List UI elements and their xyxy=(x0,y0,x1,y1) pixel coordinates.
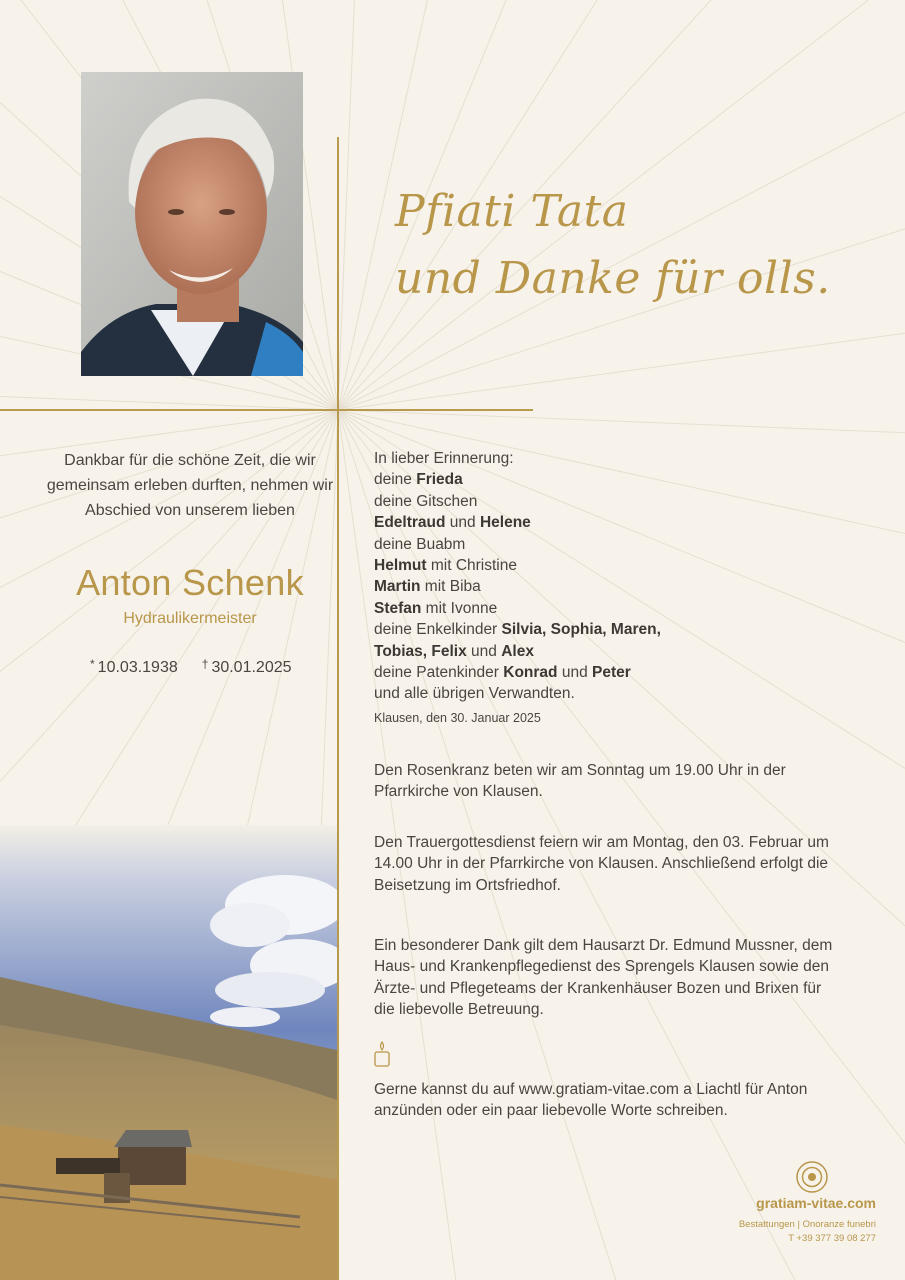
family-line xyxy=(374,512,874,533)
funeral-paragraph: Den Trauergottesdienst feiern wir am Montag, den 03. Februar um 14.00 Uhr in der Pfarrkirche von Klausen. Anschließend erfolgt die Beisetzung im Ortsfriedhof. xyxy=(374,834,829,894)
death-date: 30.01.2025 xyxy=(211,659,292,676)
birth-symbol: * xyxy=(90,657,95,671)
headline xyxy=(395,178,865,312)
family-line xyxy=(374,641,874,662)
life-dates xyxy=(90,657,292,677)
death-symbol: † xyxy=(201,657,209,671)
family-member-name: Edeltraud xyxy=(374,514,446,532)
rosary-paragraph: Den Rosenkranz beten wir am Sonntag um 19.00 Uhr in der Pfarrkirche von Klausen. xyxy=(374,762,786,801)
family-line xyxy=(374,555,874,576)
family-member-name: Frieda xyxy=(416,471,463,489)
brand-phone: T +39 377 39 08 277 xyxy=(788,1233,876,1244)
cross-horizontal-line xyxy=(0,409,533,411)
family-line-text: deine Patenkinder xyxy=(374,664,504,682)
family-line xyxy=(374,683,874,704)
portrait-photo xyxy=(81,72,303,376)
family-line-text: mit Ivonne xyxy=(421,599,498,617)
cross-vertical-line xyxy=(337,137,339,1280)
family-line-text: deine xyxy=(374,471,417,489)
family-heading: In lieber Erinnerung: xyxy=(374,450,514,467)
candle-icon xyxy=(372,1040,392,1068)
family-member-name: Silvia, Sophia, Maren, xyxy=(501,621,661,639)
deceased-profession: Hydraulikermeister xyxy=(123,610,257,627)
candle-paragraph: Gerne kannst du auf www.gratiam-vitae.com a Liachtl für Anton anzünden oder ein paar liebevolle Worte schreiben. xyxy=(374,1081,808,1120)
family-member-name: Alex xyxy=(501,642,534,660)
family-line-text: deine Gitschen xyxy=(374,492,478,510)
deceased-name: Anton Schenk xyxy=(76,562,304,603)
family-member-name: Tobias, Felix xyxy=(374,642,467,660)
brand-services: Bestattungen | Onoranze funebri xyxy=(738,1219,876,1230)
gratiam-vitae-logo-icon xyxy=(795,1160,829,1194)
family-line xyxy=(374,598,874,619)
headline-line-2: und Danke für olls. xyxy=(395,253,831,304)
family-member-name: Helene xyxy=(479,514,531,532)
birth-date: 10.03.1938 xyxy=(97,659,178,676)
family-line-text: und xyxy=(466,642,502,660)
family-line-text: deine Buabm xyxy=(374,535,466,553)
landscape-photo xyxy=(0,825,337,1280)
family-lines xyxy=(374,469,874,704)
sunburst-ray xyxy=(338,0,394,410)
family-line-text: mit Christine xyxy=(426,557,517,575)
family-line-text: mit Biba xyxy=(420,578,481,596)
family-member-name: Peter xyxy=(592,664,631,682)
family-line xyxy=(374,491,874,512)
family-line xyxy=(374,534,874,555)
family-line-text: und xyxy=(445,514,480,532)
family-line xyxy=(374,619,874,640)
family-member-name: Stefan xyxy=(374,599,422,617)
family-line xyxy=(374,469,874,490)
family-line-text: deine Enkelkinder xyxy=(374,621,502,639)
intro-text: Dankbar für die schöne Zeit, die wir gemeinsam erleben durften, nehmen wir Abschied von unserem lieben xyxy=(46,452,334,519)
headline-line-1: Pfiati Tata xyxy=(395,186,629,237)
family-member-name: Martin xyxy=(374,578,421,596)
family-member-name: Konrad xyxy=(503,664,558,682)
family-line-text: und alle übrigen Verwandten. xyxy=(374,685,575,703)
brand-name: gratiam-vitae.com xyxy=(756,1195,876,1211)
family-line xyxy=(374,662,874,683)
family-member-name: Helmut xyxy=(374,557,427,575)
family-list xyxy=(374,448,874,705)
family-line xyxy=(374,576,874,597)
thanks-paragraph: Ein besonderer Dank gilt dem Hausarzt Dr. Edmund Mussner, dem Haus- und Krankenpflegedienst des Sprengels Klausen sowie den Ärzte- und Pflegeteams der Krankenhäuser Bozen und Brixen für die liebevolle Betreuung. xyxy=(374,937,833,1018)
family-line-text: und xyxy=(557,664,592,682)
place-date: Klausen, den 30. Januar 2025 xyxy=(374,711,541,725)
